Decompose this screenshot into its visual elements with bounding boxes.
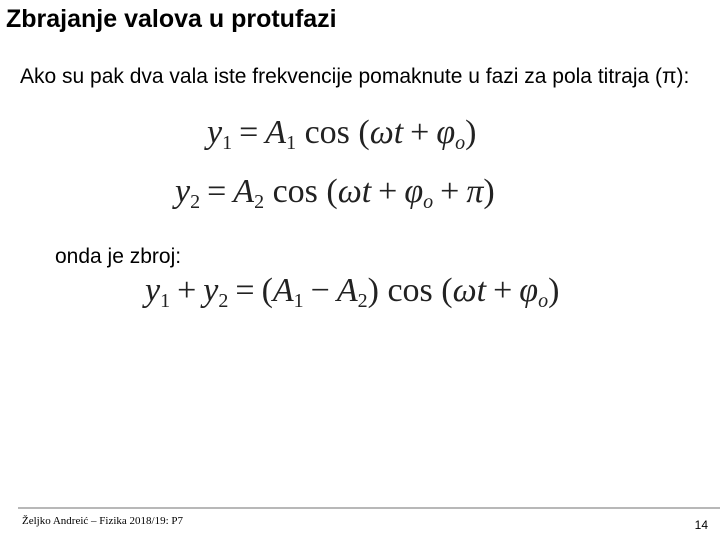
equation-sum: $y_1 + y_2 = (A_1 - A_2)$ $\cos (\omega t + \varphi_o)$ bbox=[145, 272, 560, 312]
sum-intro-text: onda je zbroj: bbox=[55, 245, 182, 268]
footer-divider bbox=[18, 507, 720, 509]
intro-text: Ako su pak dva vala iste frekvencije pomaknute u fazi za pola titraja (π): bbox=[20, 65, 690, 88]
equation-wave-1: $y_1 = A_1$ $\cos (\omega t + \varphi_o)$ bbox=[207, 114, 477, 154]
equation-wave-2: $y_2 = A_2$ $\cos (\omega t + \varphi_o + \pi)$ bbox=[175, 173, 495, 213]
slide-title: Zbrajanje valova u protufazi bbox=[6, 5, 337, 33]
slide-number: 14 bbox=[694, 518, 708, 532]
footer-author: Željko Andreić – Fizika 2018/19: P7 bbox=[22, 515, 184, 527]
